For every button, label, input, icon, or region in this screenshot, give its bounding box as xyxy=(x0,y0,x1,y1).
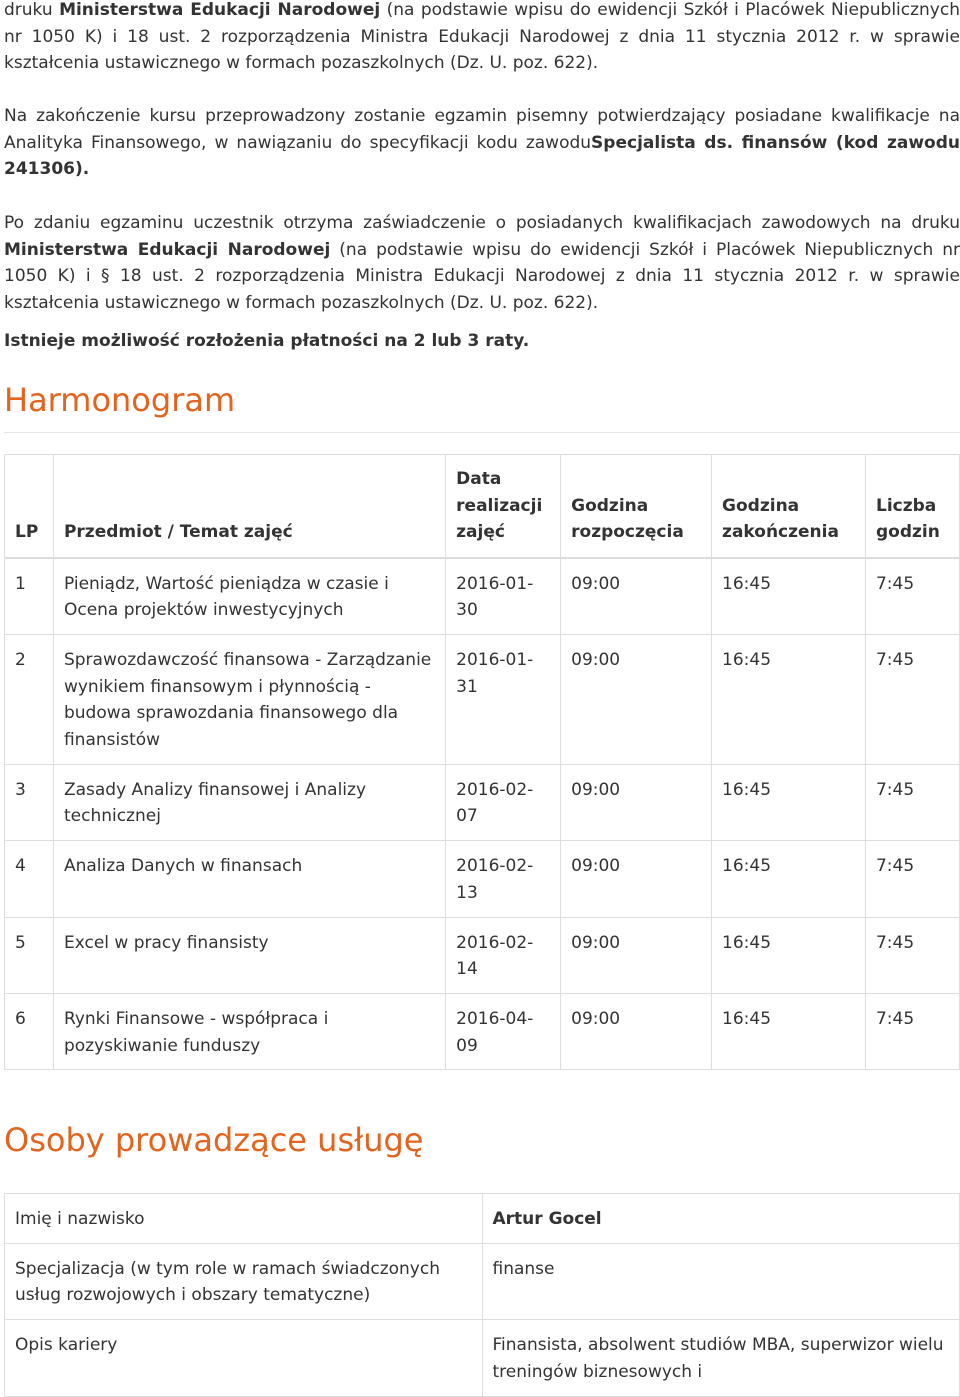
cell-start: 09:00 xyxy=(561,634,712,764)
intro-p3-c: (na podstawie wpisu do ewidencji Szkół i Placówek Niepublicznych nr 1050 K) i xyxy=(4,239,960,287)
cell-lp: 6 xyxy=(5,993,54,1069)
intro-p2-specialist: Specjalista ds. finansów (kod zawodu 241306). xyxy=(4,132,960,180)
col-header-topic: Przedmiot / Temat zajęć xyxy=(53,455,445,558)
trainer-label-career: Opis kariery xyxy=(5,1320,483,1396)
trainer-label-specialization: Specjalizacja (w tym role w ramach świadczonych usług rozwojowych i obszary tematyczne) xyxy=(5,1243,483,1319)
cell-topic: Sprawozdawczość finansowa - Zarządzanie wynikiem finansowym i płynnością - budowa sprawozdania finansowego dla finansistów xyxy=(53,634,445,764)
cell-start: 09:00 xyxy=(561,764,712,840)
col-header-start: Godzina rozpoczęcia xyxy=(561,455,712,558)
cell-hours: 7:45 xyxy=(865,917,959,993)
cell-topic: Excel w pracy finansisty xyxy=(53,917,445,993)
cell-topic: Analiza Danych w finansach xyxy=(53,841,445,917)
table-row xyxy=(5,558,960,635)
intro-p1-c: (na podstawie wpisu do ewidencji Szkół i Placówek Niepublicznych nr 1050 K) i 18 ust. 2 rozporządzenia Ministra Edukacji Narodowej z dnia 11 stycznia 2012 r. w sprawie kształcenia ustawicznego w formach pozaszkolnych (Dz. U. poz. 622). xyxy=(4,0,960,74)
trainer-label-name: Imię i nazwisko xyxy=(5,1194,483,1244)
cell-lp: 5 xyxy=(5,917,54,993)
cell-hours: 7:45 xyxy=(865,993,959,1069)
cell-date: 2016-02-07 xyxy=(446,764,561,840)
heading-divider xyxy=(4,432,960,433)
cell-date: 2016-01-30 xyxy=(446,558,561,635)
trainer-name: Artur Gocel xyxy=(492,1209,602,1229)
trainers-table xyxy=(4,1193,960,1397)
intro-paragraph-3 xyxy=(4,210,960,317)
cell-hours: 7:45 xyxy=(865,764,959,840)
trainer-value-specialization: finanse xyxy=(482,1243,960,1319)
installments-note: Istnieje możliwość rozłożenia płatności na 2 lub 3 raty. xyxy=(4,331,530,351)
intro-p1-a: druku xyxy=(4,0,53,20)
cell-date: 2016-02-13 xyxy=(446,841,561,917)
cell-topic: Zasady Analizy finansowej i Analizy technicznej xyxy=(53,764,445,840)
section-sign-icon: § xyxy=(101,266,110,287)
cell-start: 09:00 xyxy=(561,917,712,993)
table-row xyxy=(5,1194,960,1244)
cell-date: 2016-02-14 xyxy=(446,917,561,993)
col-header-end: Godzina zakończenia xyxy=(712,455,866,558)
trainer-value-career: Finansista, absolwent studiów MBA, superwizor wielu treningów biznesowych i xyxy=(482,1320,960,1396)
cell-lp: 4 xyxy=(5,841,54,917)
table-row xyxy=(5,764,960,840)
cell-end: 16:45 xyxy=(712,558,866,635)
col-header-date: Data realizacji zajęć xyxy=(446,455,561,558)
table-row xyxy=(5,1320,960,1396)
cell-end: 16:45 xyxy=(712,841,866,917)
cell-topic: Pieniądz, Wartość pieniądza w czasie i Ocena projektów inwestycyjnych xyxy=(53,558,445,635)
cell-end: 16:45 xyxy=(712,993,866,1069)
intro-paragraph-1 xyxy=(4,0,960,77)
cell-hours: 7:45 xyxy=(865,634,959,764)
cell-end: 16:45 xyxy=(712,917,866,993)
table-row xyxy=(5,841,960,917)
intro-p3-ministry: Ministerstwa Edukacji Narodowej xyxy=(4,239,331,260)
intro-paragraph-2 xyxy=(4,103,960,183)
cell-start: 09:00 xyxy=(561,558,712,635)
cell-date: 2016-01-31 xyxy=(446,634,561,764)
table-row xyxy=(5,993,960,1069)
harmonogram-heading: Harmonogram xyxy=(4,381,236,419)
intro-p3-d: 18 ust. 2 rozporządzenia Ministra Edukacji Narodowej z dnia 11 stycznia 2012 r. w sprawie kształcenia ustawicznego w formach pozaszkolnych (Dz. U. poz. 622). xyxy=(4,266,960,314)
table-row xyxy=(5,634,960,764)
cell-date: 2016-04-09 xyxy=(446,993,561,1069)
intro-p3-a: Po zdaniu egzaminu uczestnik otrzyma zaświadczenie o posiadanych kwalifikacjach zawodowych na druku xyxy=(4,213,960,233)
schedule-header-row xyxy=(5,455,960,558)
cell-hours: 7:45 xyxy=(865,841,959,917)
col-header-lp: LP xyxy=(5,455,54,558)
trainer-value-name xyxy=(482,1194,960,1244)
cell-lp: 1 xyxy=(5,558,54,635)
col-header-hours: Liczba godzin xyxy=(865,455,959,558)
cell-start: 09:00 xyxy=(561,993,712,1069)
cell-lp: 2 xyxy=(5,634,54,764)
cell-topic: Rynki Finansowe - współpraca i pozyskiwanie funduszy xyxy=(53,993,445,1069)
intro-p2-a: Na zakończenie kursu przeprowadzony zostanie egzamin pisemny potwierdzający posiadane kwalifikacje na Analityka Finansowego, w nawiązaniu do specyfikacji kodu zawodu xyxy=(4,106,960,153)
schedule-table xyxy=(4,454,960,1070)
cell-hours: 7:45 xyxy=(865,558,959,635)
cell-lp: 3 xyxy=(5,764,54,840)
intro-p1-ministry: Ministerstwa Edukacji Narodowej xyxy=(59,0,381,20)
cell-start: 09:00 xyxy=(561,841,712,917)
cell-end: 16:45 xyxy=(712,764,866,840)
table-row xyxy=(5,1243,960,1319)
table-row xyxy=(5,917,960,993)
trainers-heading: Osoby prowadzące usługę xyxy=(4,1121,424,1159)
cell-end: 16:45 xyxy=(712,634,866,764)
